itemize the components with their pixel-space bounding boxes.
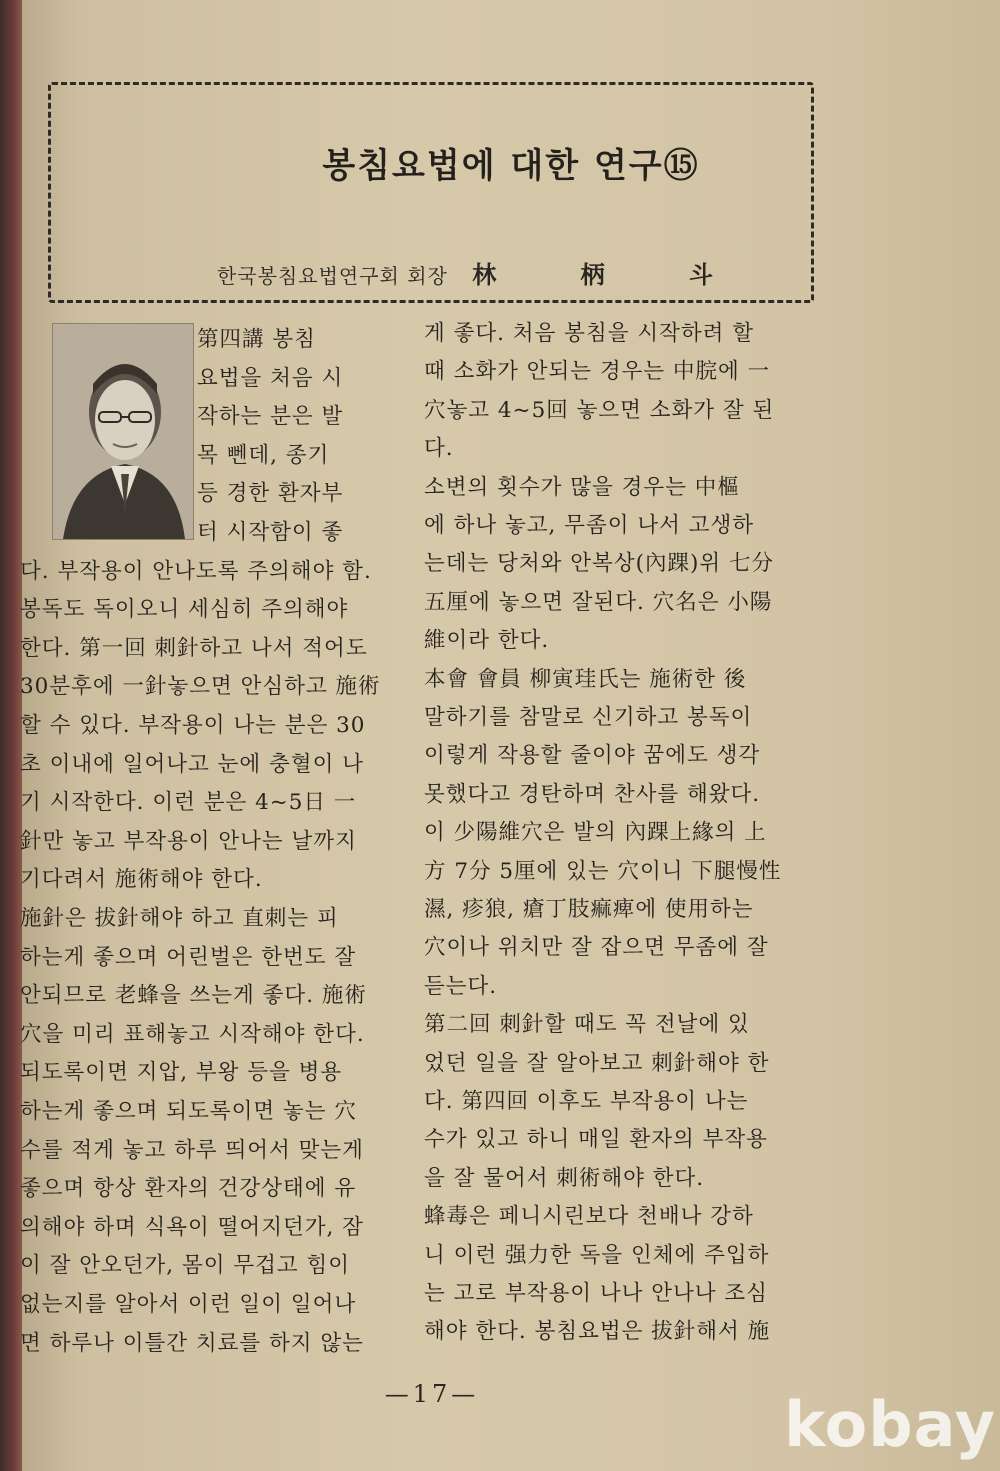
- byline-organization: 한국봉침요법연구회 회장: [217, 264, 448, 288]
- text-line: 봉독도 독이오니 세심히 주의해야: [20, 597, 349, 623]
- byline: [217, 255, 751, 290]
- text-line: 施針은 拔針해야 하고 直刺는 피: [20, 906, 339, 931]
- text-line: 때 소화가 안되는 경우는 中脘에 一: [424, 359, 771, 385]
- text-line: 등 경한 환자부: [197, 481, 344, 507]
- text-line: 方 7分 5厘에 있는 穴이니 下腿慢性: [424, 858, 782, 884]
- text-line: 針만 놓고 부작용이 안나는 날까지: [20, 828, 357, 854]
- text-line: 해야 한다. 봉침요법은 拔針해서 施: [424, 1319, 771, 1345]
- text-line: 蜂毒은 페니시린보다 천배나 강하: [424, 1204, 754, 1230]
- author-portrait: [52, 323, 194, 540]
- text-line: 소변의 횟수가 많을 경우는 中樞: [424, 474, 740, 500]
- text-line: 濕, 疹狼, 瘡丁肢痲痺에 使用하는: [424, 897, 754, 922]
- text-line: 다. 第四回 이후도 부작용이 나는: [424, 1089, 749, 1114]
- text-line: 작하는 분은 발: [197, 404, 344, 430]
- text-line: 듣는다.: [424, 973, 498, 999]
- text-line: 는 고로 부작용이 나나 안나나 조심: [424, 1281, 768, 1306]
- text-line: 한다. 第一回 刺針하고 나서 적어도: [20, 635, 368, 661]
- magazine-page: [22, 0, 1000, 1471]
- text-line: 터 시작함이 좋: [197, 520, 344, 545]
- text-line: 못했다고 경탄하며 찬사를 해왔다.: [424, 781, 761, 807]
- text-line: 穴이나 위치만 잘 잡으면 무좀에 잘: [424, 935, 769, 961]
- text-line: 第四講 봉침: [197, 327, 316, 352]
- page-number: —17—: [384, 1380, 480, 1408]
- text-line: 하는게 좋으며 되도록이면 놓는 穴: [20, 1099, 357, 1124]
- text-line: 없는지를 알아서 이런 일이 일어나: [20, 1292, 357, 1317]
- text-line: 면 하루나 이틀간 치료를 하지 않는: [20, 1330, 364, 1356]
- text-line: 第二回 刺針할 때도 꼭 전날에 있: [424, 1012, 750, 1038]
- text-line: 게 좋다. 처음 봉침을 시작하려 할: [424, 321, 755, 346]
- text-line: 하는게 좋으며 어린벌은 한번도 잘: [20, 944, 357, 970]
- text-line: 되도록이면 지압, 부왕 등을 병용: [20, 1060, 343, 1086]
- text-line: 이렇게 작용할 줄이야 꿈에도 생각: [424, 743, 761, 769]
- text-line: 안되므로 老蜂을 쓰는게 좋다. 施術: [20, 983, 367, 1009]
- text-line: 기다려서 施術해야 한다.: [20, 867, 263, 893]
- text-line: 維이라 한다.: [424, 628, 550, 654]
- text-line: 수가 있고 하니 매일 환자의 부작용: [424, 1127, 768, 1153]
- watermark-logo: kobay: [784, 1388, 996, 1461]
- text-line: 穴을 미리 표해놓고 시작해야 한다.: [20, 1021, 365, 1047]
- text-line: 수를 적게 놓고 하루 띄어서 맞는게: [20, 1137, 364, 1163]
- text-line: 에 하나 놓고, 무좀이 나서 고생하: [424, 513, 755, 538]
- text-line: 을 잘 물어서 刺術해야 한다.: [424, 1165, 705, 1191]
- text-line: 요법을 처음 시: [197, 365, 344, 391]
- text-line: 초 이내에 일어나고 눈에 충혈이 나: [20, 751, 364, 777]
- text-line: 本會 會員 柳寅珪氏는 施術한 後: [424, 666, 747, 692]
- text-line: 할 수 있다. 부작용이 나는 분은 30: [20, 713, 366, 738]
- article-title: 봉침요법에 대한 연구⑮: [322, 146, 700, 186]
- text-line: 기 시작한다. 이런 분은 4~5日 一: [20, 790, 357, 816]
- portrait-image: [53, 324, 193, 539]
- text-line: 목 뻰데, 종기: [197, 442, 330, 468]
- text-line: 의해야 하며 식욕이 떨어지던가, 잠: [20, 1214, 364, 1240]
- text-line: 이 잘 안오던가, 몸이 무겁고 힘이: [20, 1253, 351, 1279]
- text-line: 좋으며 항상 환자의 건강상태에 유: [20, 1176, 357, 1202]
- text-line: 니 이런 强力한 독을 인체에 주입하: [424, 1242, 770, 1268]
- text-line: 는데는 당처와 안복상(內踝)위 七分: [424, 551, 774, 577]
- text-line: 었던 일을 잘 알아보고 刺針해야 한: [424, 1050, 770, 1076]
- text-line: 五厘에 놓으면 잘된다. 穴名은 小陽: [424, 589, 773, 615]
- text-line: 穴놓고 4~5回 놓으면 소화가 잘 된: [424, 397, 775, 423]
- text-line: 이 少陽維穴은 발의 內踝上緣의 上: [424, 820, 767, 846]
- text-line: 30분후에 一針놓으면 안심하고 施術: [20, 674, 381, 700]
- byline-author: 林 柄 斗: [472, 260, 751, 289]
- book-spine: [0, 0, 22, 1471]
- text-line: 말하기를 참말로 신기하고 봉독이: [424, 705, 753, 730]
- text-line: 다. 부작용이 안나도록 주의해야 함.: [20, 558, 372, 584]
- text-line: 다.: [424, 436, 454, 462]
